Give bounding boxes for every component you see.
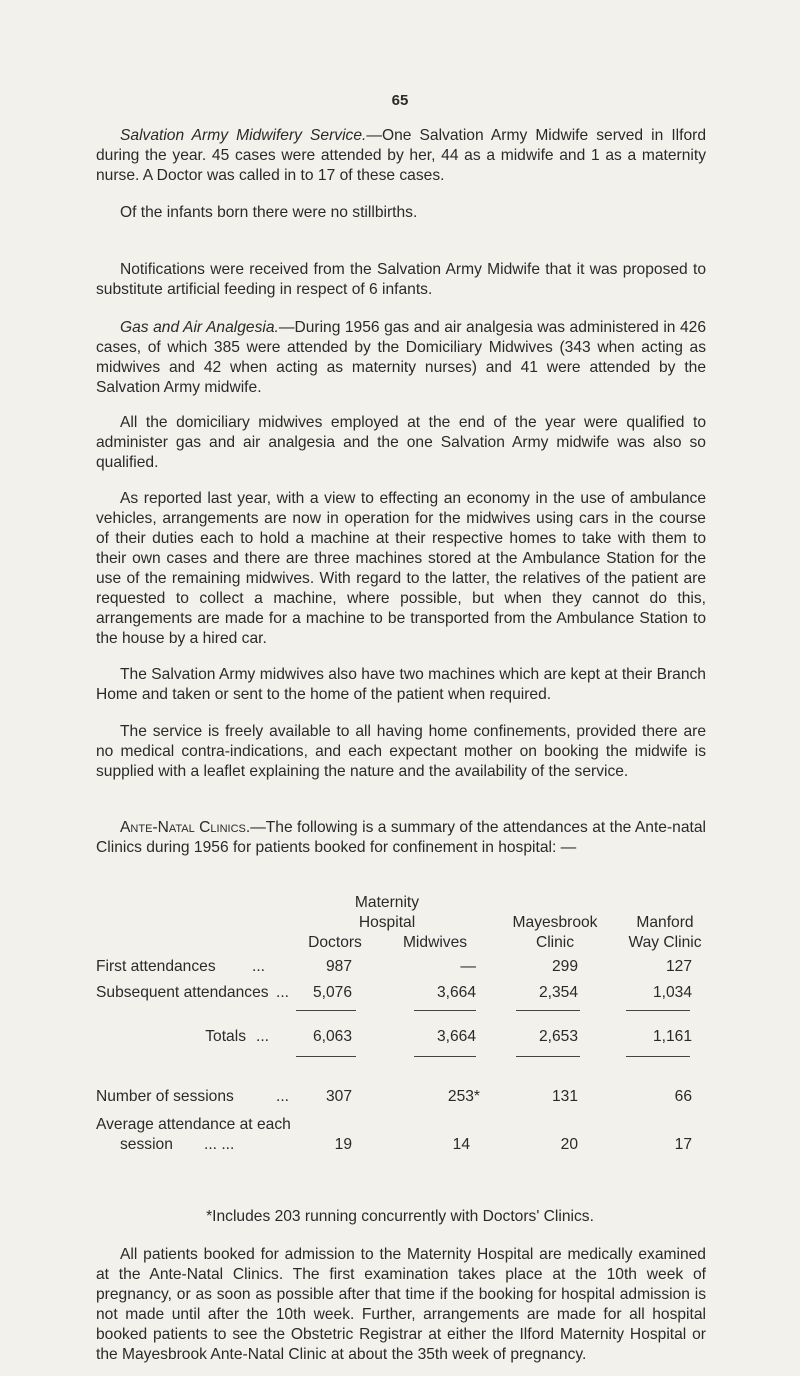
header-hospital: Hospital bbox=[358, 914, 416, 931]
table-row-subsequent bbox=[96, 984, 710, 1004]
cell-manford: 1,034 bbox=[652, 984, 692, 1001]
text-ambulance: As reported last year, with a view to effecting an economy in the use of ambulance vehicles, arrangements are now in operation for the midwives using cars in the course of their duties each to hold a machine at their respective homes to take with them to their own cases and there are three machines stored at the Ambulance Station for the use of the remaining midwives. With regard to the latter, the relatives of the patient are requested to collect a machine, where possible, but when they cannot do this, arrangements are made for a machine to be transported from the Ambulance Station to the house by a hired car. bbox=[96, 490, 706, 647]
table-header-row-1 bbox=[96, 894, 710, 914]
cell-mayesbrook: 2,653 bbox=[538, 1028, 578, 1045]
table-row-first bbox=[96, 958, 710, 978]
cell-doctors: 307 bbox=[325, 1088, 352, 1105]
table-header-row-3 bbox=[96, 934, 710, 954]
text-salvation-army: —One Salvation Army Midwife served in Ilford during the year. 45 cases were attended by her, 44 as a midwife and 1 as a maternity nurse. A Doctor was called in to 17 of these cases. bbox=[96, 127, 707, 184]
text-qualified: All the domiciliary midwives employed at the end of the year were qualified to administer gas and air analgesia and the one Salvation Army midwife was also so qualified. bbox=[96, 414, 706, 471]
total-rule-doctors bbox=[296, 1010, 356, 1011]
header-midwives: Midwives bbox=[402, 934, 468, 951]
paragraph-notifications bbox=[96, 260, 706, 300]
header-mayesbrook: Mayesbrook bbox=[512, 914, 598, 931]
paragraph-service bbox=[96, 722, 706, 782]
table-rule-row bbox=[96, 1006, 710, 1020]
row-dots: ... bbox=[276, 1088, 289, 1105]
table-row-totals bbox=[96, 1028, 710, 1048]
text-gas-air: —During 1956 gas and air analgesia was administered in 426 cases, of which 385 were attended by the Domiciliary Midwives (343 when acting as midwives and 42 when acting as maternity nurses) and 41 were attended by the Salvation Army midwife. bbox=[96, 319, 706, 396]
text-notifications: Notifications were received from the Salvation Army Midwife that it was proposed to substitute artificial feeding in respect of 6 infants. bbox=[96, 261, 706, 298]
cell-mayesbrook: 20 bbox=[560, 1136, 578, 1153]
paragraph-ambulance bbox=[96, 489, 706, 649]
cell-midwives: 3,664 bbox=[436, 1028, 476, 1045]
text-examinations: All patients booked for admission to the Maternity Hospital are medically examined at the Ante-Natal Clinics. The first examination takes place at the 10th week of pregnancy, or as soon as possible after that time if the booking for hospital admission is not made until after the 10th week. Further, arrangements are made for all hospital booked patients to see the Obstetric Registrar at either the Ilford Maternity Hospital or the Mayesbrook Ante-Natal Clinic at about the 35th week of pregnancy. bbox=[96, 1246, 706, 1363]
heading-salvation-army: Salvation Army Midwifery Service. bbox=[120, 127, 367, 144]
total-rule-manford bbox=[626, 1010, 690, 1011]
cell-doctors: 6,063 bbox=[312, 1028, 352, 1045]
header-clinic: Clinic bbox=[535, 934, 575, 951]
total-rule-midwives bbox=[414, 1010, 476, 1011]
cell-midwives: 253* bbox=[447, 1088, 480, 1105]
heading-ante-natal: Ante-Natal Clinics. bbox=[120, 819, 251, 836]
row-label-cont: session bbox=[120, 1136, 173, 1153]
header-maternity: Maternity bbox=[354, 894, 420, 911]
table-rule-row-2 bbox=[96, 1052, 710, 1066]
text-stillbirths: Of the infants born there were no stillbirths. bbox=[120, 204, 418, 221]
row-dots: ... bbox=[276, 984, 289, 1001]
cell-midwives: — bbox=[460, 958, 476, 975]
header-way-clinic: Way Clinic bbox=[628, 934, 702, 951]
cell-midwives: 3,664 bbox=[436, 984, 476, 1001]
page-number: 65 bbox=[391, 92, 409, 109]
row-label: Average attendance at each bbox=[96, 1116, 291, 1133]
row-dots: ... ... bbox=[204, 1136, 235, 1153]
cell-manford: 127 bbox=[665, 958, 692, 975]
cell-doctors: 987 bbox=[325, 958, 352, 975]
table-row-average bbox=[96, 1136, 710, 1156]
cell-manford: 1,161 bbox=[652, 1028, 692, 1045]
row-dots: ... bbox=[252, 958, 265, 975]
paragraph-stillbirths bbox=[96, 203, 706, 223]
cell-mayesbrook: 131 bbox=[551, 1088, 578, 1105]
cell-doctors: 5,076 bbox=[312, 984, 352, 1001]
cell-mayesbrook: 2,354 bbox=[538, 984, 578, 1001]
total-rule-doctors-2 bbox=[296, 1056, 356, 1057]
paragraph-qualified bbox=[96, 413, 706, 473]
paragraph-salvation-army bbox=[96, 126, 706, 186]
row-label: Subsequent attendances bbox=[96, 984, 269, 1001]
row-label: First attendances bbox=[96, 958, 216, 975]
cell-mayesbrook: 299 bbox=[551, 958, 578, 975]
paragraph-machines bbox=[96, 665, 706, 705]
table-row-sessions bbox=[96, 1088, 710, 1108]
cell-manford: 66 bbox=[674, 1088, 692, 1105]
cell-manford: 17 bbox=[674, 1136, 692, 1153]
text-ante-natal: —The following is a summary of the attendances at the Ante-natal Clinics during 1956 for patients booked for confinement in hospital: — bbox=[96, 819, 706, 856]
text-machines: The Salvation Army midwives also have two machines which are kept at their Branch Home and taken or sent to the home of the patient when required. bbox=[96, 666, 706, 703]
header-manford: Manford bbox=[636, 914, 694, 931]
cell-doctors: 19 bbox=[334, 1136, 352, 1153]
paragraph-ante-natal bbox=[96, 818, 706, 858]
text-service: The service is freely available to all having home confinements, provided there are no medical contra-indications, and each expectant mother on booking the midwife is supplied with a leaflet explaining the nature and the availability of the service. bbox=[96, 723, 706, 780]
row-label: Totals bbox=[205, 1028, 246, 1045]
paragraph-examinations bbox=[96, 1245, 706, 1365]
attendance-table bbox=[96, 894, 710, 1156]
total-rule-manford-2 bbox=[626, 1056, 690, 1057]
table-header-row-2 bbox=[96, 914, 710, 934]
paragraph-gas-air bbox=[96, 318, 706, 398]
cell-midwives: 14 bbox=[452, 1136, 470, 1153]
table-row-average-label bbox=[96, 1116, 710, 1136]
row-dots: ... bbox=[256, 1028, 269, 1045]
row-label: Number of sessions bbox=[96, 1088, 234, 1105]
total-rule-mayesbrook bbox=[516, 1010, 580, 1011]
heading-gas-air: Gas and Air Analgesia. bbox=[120, 319, 279, 336]
header-doctors: Doctors bbox=[308, 934, 362, 951]
total-rule-midwives-2 bbox=[414, 1056, 476, 1057]
table-footnote: *Includes 203 running concurrently with Doctors' Clinics. bbox=[206, 1208, 594, 1225]
total-rule-mayesbrook-2 bbox=[516, 1056, 580, 1057]
